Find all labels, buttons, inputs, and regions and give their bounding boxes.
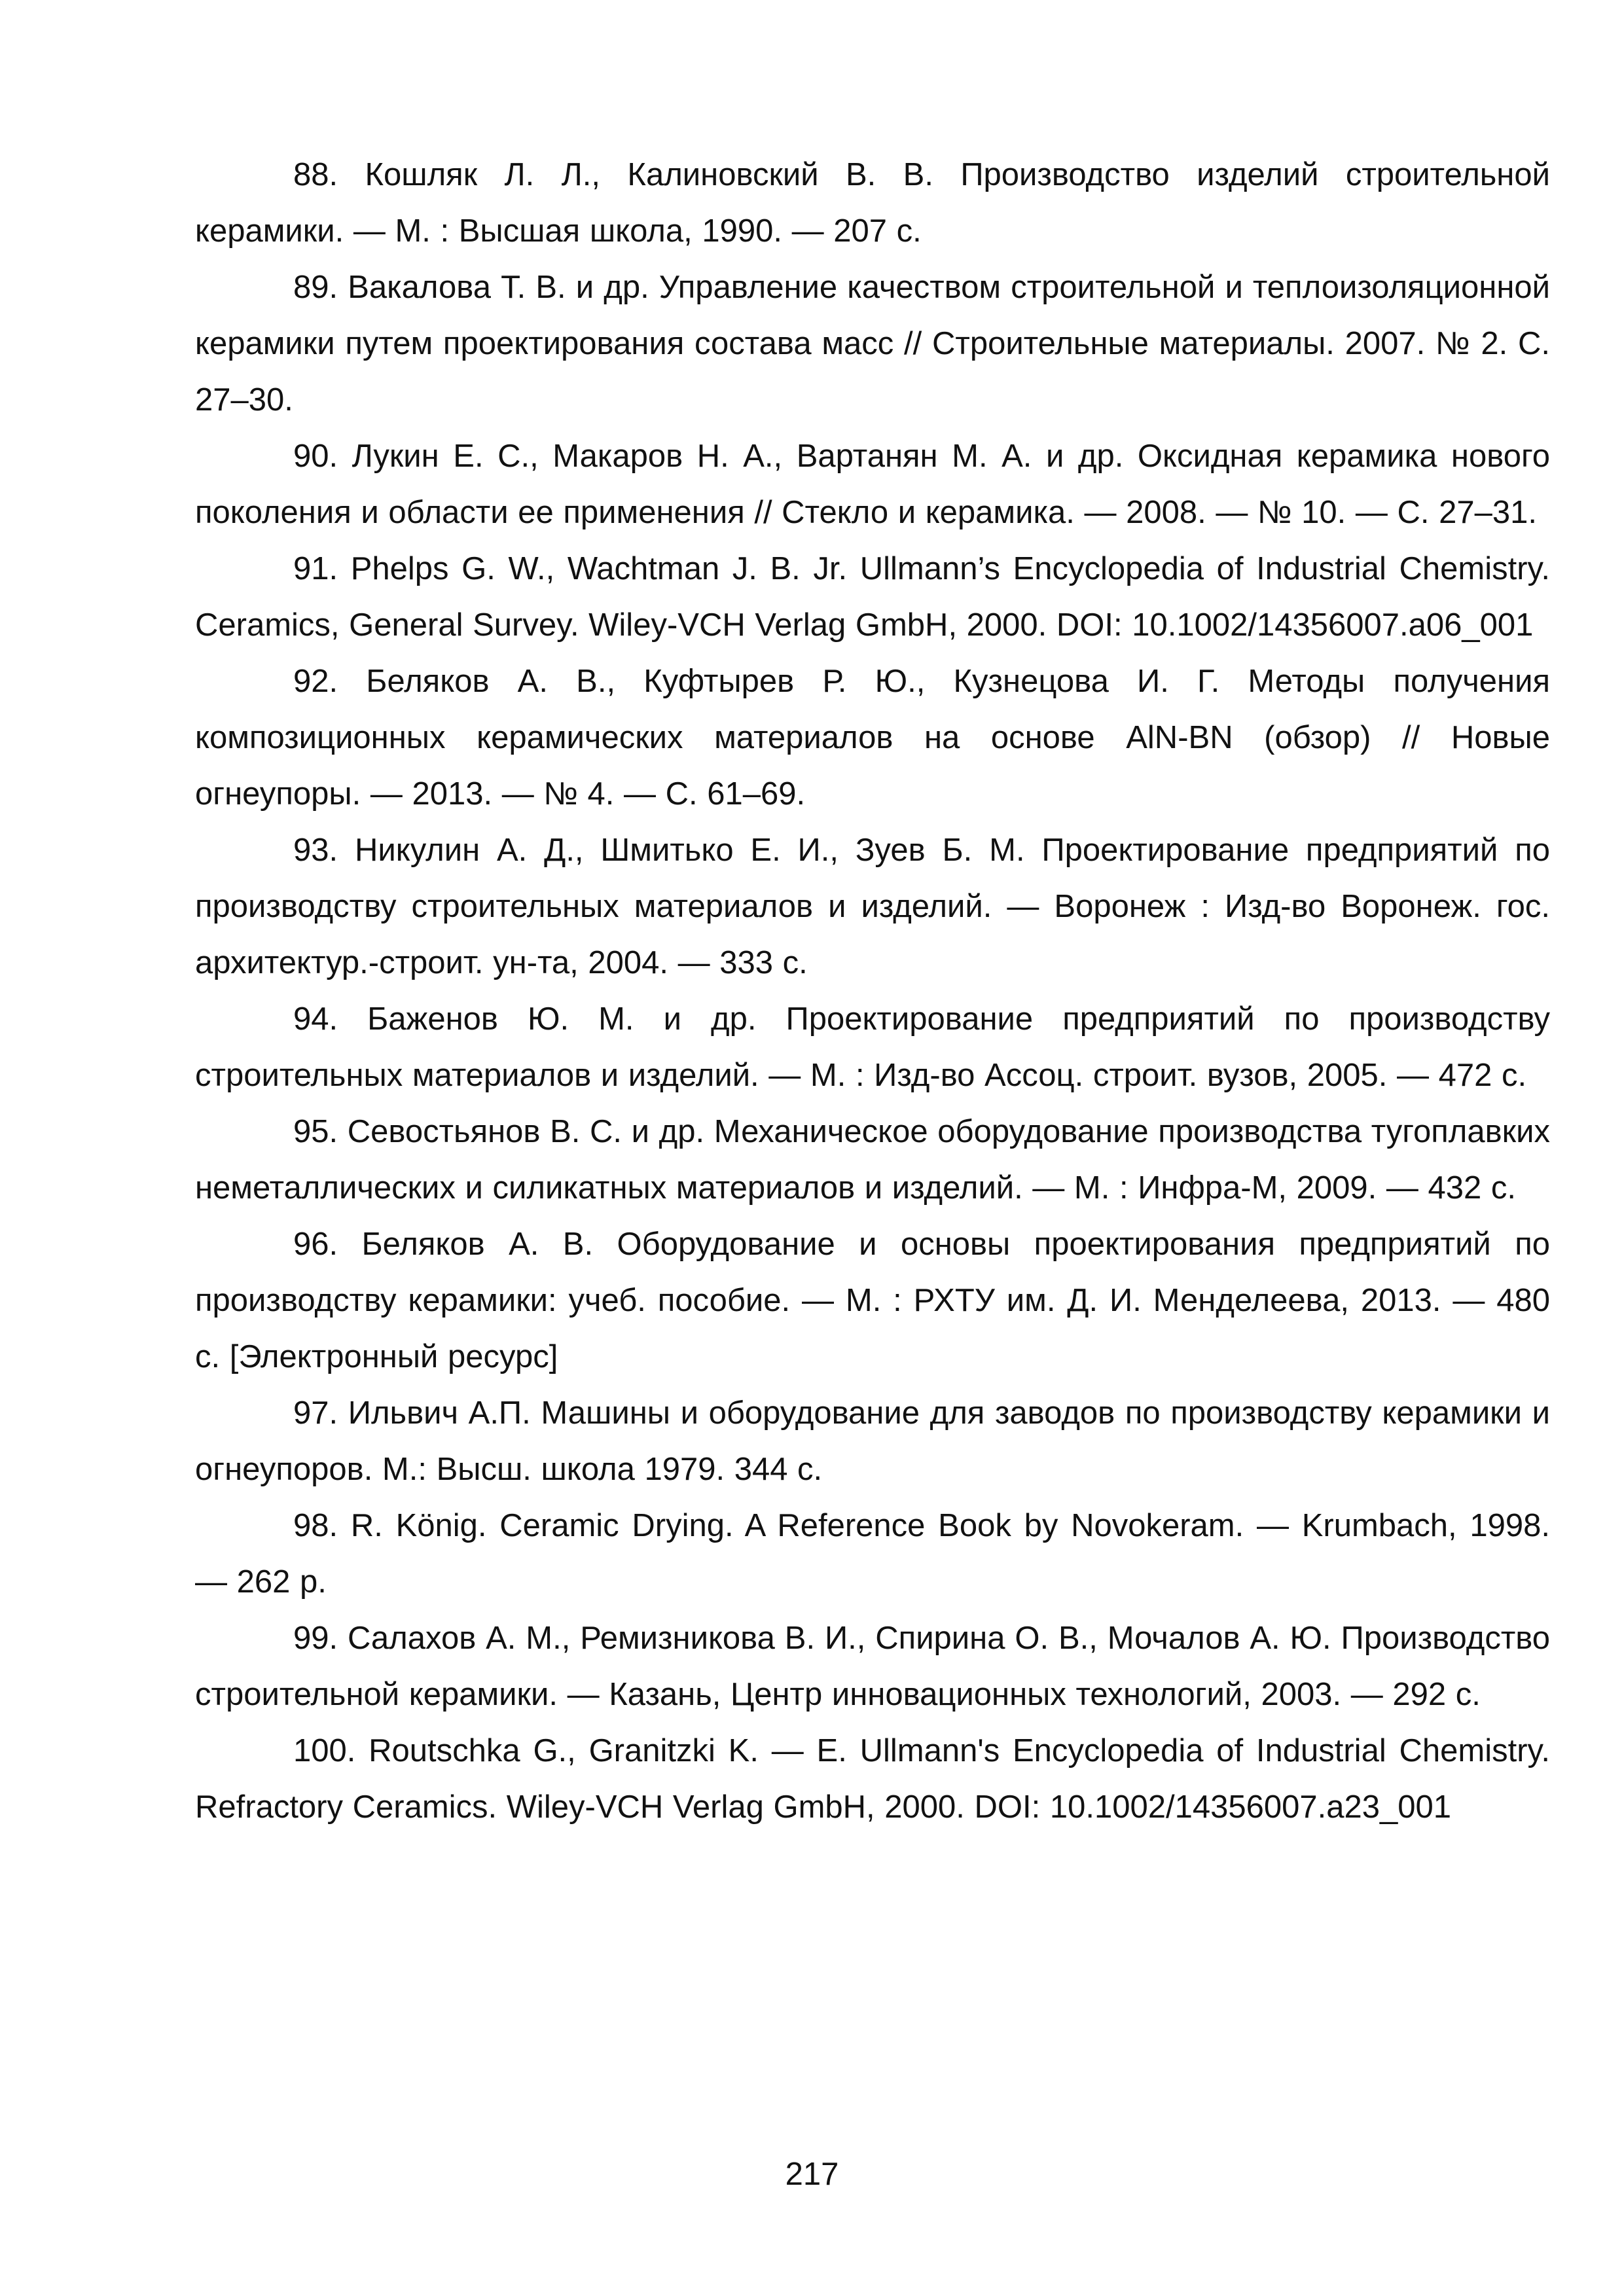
reference-90: 90. Лукин Е. С., Макаров Н. А., Вартанян М. А. и др. Оксидная керамика нового поколения и области ее применения // Стекло и керамика. — 2008. — № 10. — С. 27–31.: [195, 439, 1550, 530]
reference-89: 89. Вакалова Т. В. и др. Управление качеством строительной и теплоизоляционной керамики путем проектирования состава масс // Строительные материалы. 2007. № 2. С. 27–30.: [195, 270, 1550, 418]
reference-list: [195, 147, 1550, 1835]
reference-94: 94. Баженов Ю. М. и др. Проектирование предприятий по производству строительных материалов и изделий. — М. : Изд-во Ассоц. строит. вузов, 2005. — 472 с.: [195, 1001, 1550, 1093]
reference-93: 93. Никулин А. Д., Шмитько Е. И., Зуев Б. М. Проектирование предприятий по производству строительных материалов и изделий. — Воронеж : Изд-во Воронеж. гос. архитектур.-строит. ун-та, 2004. — 333 с.: [195, 833, 1550, 980]
reference-98: 98. R. König. Ceramic Drying. A Reference Book by Novokeram. — Krumbach, 1998. — 262 p.: [195, 1508, 1550, 1600]
reference-100: 100. Routschka G., Granitzki K. — E. Ullmann's Encyclopedia of Industrial Chemistry. Refractory Ceramics. Wiley-VCH Verlag GmbH, 2000. DOI: 10.1002/14356007.a23_001: [195, 1733, 1550, 1825]
reference-96: 96. Беляков А. В. Оборудование и основы проектирования предприятий по производству керамики: учеб. пособие. — М. : РХТУ им. Д. И. Менделеева, 2013. — 480 с. [Электронный ресурс]: [195, 1227, 1550, 1374]
reference-95: 95. Севостьянов В. С. и др. Механическое оборудование производства тугоплавких неметаллических и силикатных материалов и изделий. — М. : Инфра-М, 2009. — 432 с.: [195, 1114, 1550, 1206]
reference-91: 91. Phelps G. W., Wachtman J. B. Jr. Ullmann’s Encyclopedia of Industrial Chemistry. Ceramics, General Survey. Wiley-VCH Verlag GmbH, 2000. DOI: 10.1002/14356007.a06_001: [195, 551, 1550, 643]
page-number: 217: [785, 2157, 839, 2192]
reference-97: 97. Ильвич А.П. Машины и оборудование для заводов по производству керамики и огнеупоров. М.: Высш. школа 1979. 344 с.: [195, 1395, 1550, 1487]
reference-92: 92. Беляков А. В., Куфтырев Р. Ю., Кузнецова И. Г. Методы получения композиционных керамических материалов на основе AlN-BN (обзор) // Новые огнеупоры. — 2013. — № 4. — С. 61–69.: [195, 664, 1550, 812]
reference-99: 99. Салахов А. М., Ремизникова В. И., Спирина О. В., Мочалов А. Ю. Производство строительной керамики. — Казань, Центр инновационных технологий, 2003. — 292 с.: [195, 1621, 1550, 1712]
reference-88: 88. Кошляк Л. Л., Калиновский В. В. Производство изделий строительной керамики. — М. : Высшая школа, 1990. — 207 с.: [195, 157, 1550, 249]
